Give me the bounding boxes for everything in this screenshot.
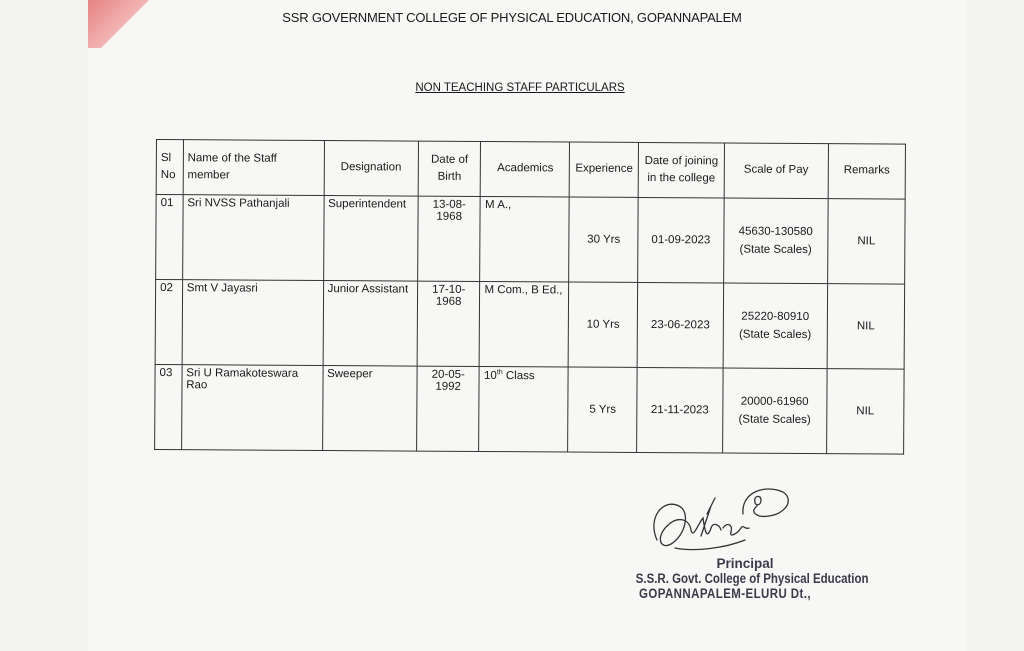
table-row — [155, 280, 905, 370]
cell-dob: 20-05-1992 — [416, 366, 479, 451]
cell-experience: 30 Yrs — [569, 197, 638, 282]
cell-remarks: NIL — [827, 284, 905, 369]
stamp-title: Principal — [716, 556, 774, 571]
header-sl-no: Sl No — [156, 140, 183, 195]
header-remarks: Remarks — [828, 144, 905, 199]
cell-doj: 01-09-2023 — [638, 197, 724, 283]
header-name: Name of the Staff member — [183, 140, 324, 196]
cell-name: Smt V Jayasri — [182, 280, 323, 366]
header-doj: Date of joining in the college — [638, 142, 724, 198]
cell-academics: 10th Class — [479, 366, 568, 452]
cell-experience: 10 Yrs — [569, 282, 638, 367]
cell-experience: 5 Yrs — [568, 367, 637, 452]
cell-doj: 23-06-2023 — [637, 282, 723, 368]
table-row — [155, 364, 905, 454]
cell-pay: 45630-130580 (State Scales) — [723, 198, 828, 284]
cell-name: Sri NVSS Pathanjali — [182, 195, 323, 281]
cell-designation: Superintendent — [323, 196, 418, 282]
staff-table — [154, 139, 906, 455]
table-row — [156, 195, 906, 285]
cell-designation: Junior Assistant — [323, 281, 418, 367]
cell-remarks: NIL — [826, 369, 904, 454]
cell-sl: 02 — [155, 280, 182, 365]
handwritten-signature — [645, 478, 795, 560]
header-academics: Academics — [481, 141, 570, 197]
cell-remarks: NIL — [827, 199, 905, 284]
cell-designation: Sweeper — [322, 366, 417, 452]
header-experience: Experience — [570, 142, 639, 197]
college-title: SSR GOVERNMENT COLLEGE OF PHYSICAL EDUCATION, GOPANNAPALEM — [282, 10, 742, 25]
table-header-row — [156, 140, 905, 200]
cell-academics: M A., — [480, 196, 569, 282]
document-subtitle: NON TEACHING STAFF PARTICULARS — [415, 82, 625, 94]
header-dob: Date of Birth — [418, 141, 481, 196]
cell-sl: 01 — [156, 195, 183, 280]
cell-pay: 25220-80910 (State Scales) — [723, 283, 828, 369]
principal-stamp — [620, 556, 869, 601]
cell-name: Sri U Ramakoteswara Rao — [181, 365, 322, 451]
stamp-organization: S.S.R. Govt. College of Physical Education — [635, 571, 869, 586]
cell-pay: 20000-61960 (State Scales) — [722, 368, 827, 454]
cell-sl: 03 — [155, 364, 182, 449]
header-designation: Designation — [324, 141, 419, 197]
header-pay: Scale of Pay — [724, 143, 828, 199]
stamp-place: GOPANNAPALEM-ELURU Dt., — [639, 586, 811, 601]
cell-dob: 13-08-1968 — [418, 196, 481, 281]
cell-doj: 21-11-2023 — [637, 367, 723, 453]
cell-dob: 17-10-1968 — [417, 281, 480, 366]
cell-academics: M Com., B Ed., — [480, 281, 569, 367]
